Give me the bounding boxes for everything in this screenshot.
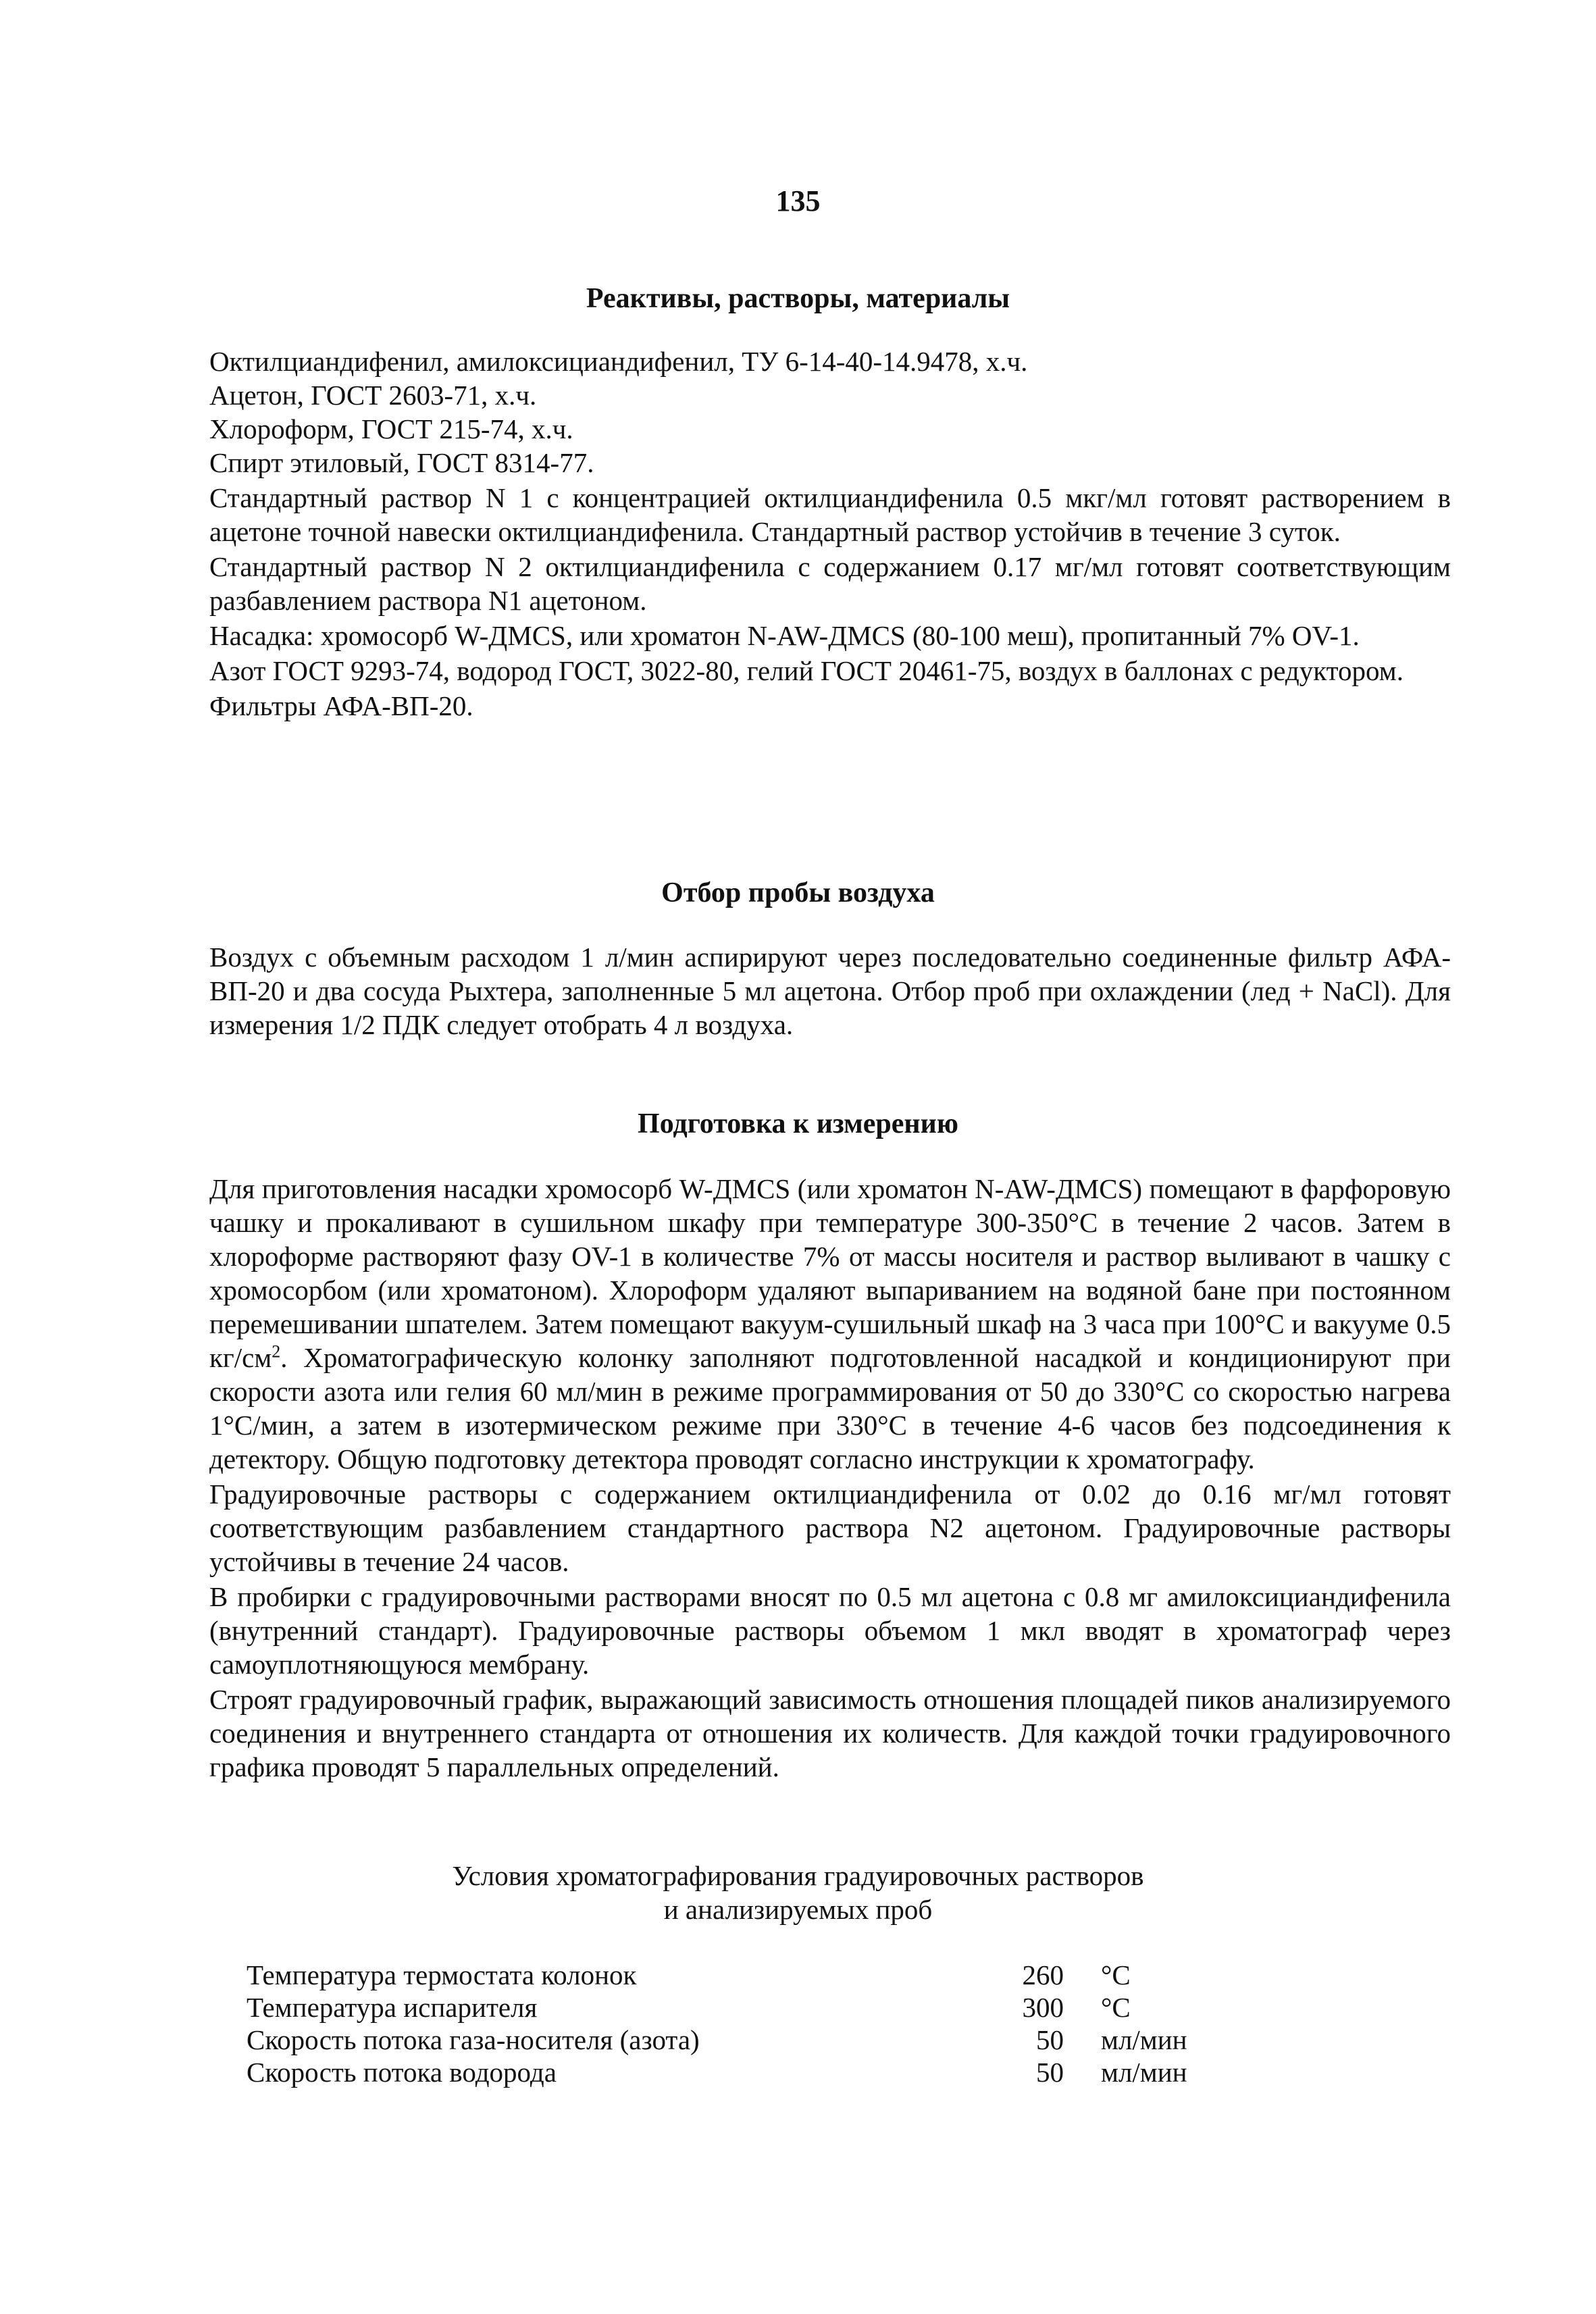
preparation-paragraph: Строят градуировочный график, выражающий зависимость отношения площадей пиков анализируемого соединения и внутреннего стандарта от отношения их количеств. Для каждой точки градуировочного графика проводят 5 параллельных определений. — [209, 1684, 1451, 1782]
parameter-unit: мл/мин — [1101, 2024, 1187, 2055]
parameter-name: Скорость потока газа-носителя (азота) — [247, 2024, 700, 2055]
parameter-name: Скорость потока водорода — [247, 2057, 557, 2088]
preparation-paragraph — [209, 1172, 1451, 1476]
parameter-unit: °C — [1101, 1992, 1131, 2023]
parameter-value: 300 — [1022, 1992, 1064, 2023]
superscript: 2 — [272, 1341, 281, 1362]
preparation-section — [209, 1172, 1451, 1784]
preparation-paragraph: Градуировочные растворы с содержанием октилциандифенила от 0.02 до 0.16 мг/мл готовят соответствующим разбавлением стандартного раствора N2 ацетоном. Градуировочные растворы устойчивы в течение 24 часов. — [209, 1479, 1451, 1577]
reagents-heading: Реактивы, растворы, материалы — [586, 283, 1010, 314]
sampling-paragraph: Воздух с объемным расходом 1 л/мин аспирируют через последовательно соединенные фильтр АФА-ВП-20 и два сосуда Рыхтера, заполненные 5 мл ацетона. Отбор проб при охлаждении (лед + NaCl). Для измерения 1/2 ПДК следует отобрать 4 л воздуха. — [209, 942, 1451, 1040]
reagent-paragraph: Стандартный раствор N 2 октилциандифенила с содержанием 0.17 мг/мл готовят соответствующим разбавлением раствора N1 ацетоном. — [209, 551, 1451, 616]
reagent-line: Спирт этиловый, ГОСТ 8314-77. — [209, 447, 594, 478]
parameter-value: 50 — [1036, 2057, 1064, 2088]
reagent-paragraph: Насадка: хромосорб W-ДMCS, или хроматон N-AW-ДMCS (80-100 меш), пропитанный 7% OV-1. — [209, 620, 1360, 651]
preparation-text: . Хроматографическую колонку заполняют подготовленной насадкой и кондиционируют при скорости азота или гелия 60 мл/мин в режиме программирования от 50 до 330°С со скоростью нагрева 1°С/мин, а затем в изотермическом режиме при 330°С в течение 4-6 часов без подсоединения к детектору. Общую подготовку детектора проводят согласно инструкции к хроматографу. — [209, 1342, 1451, 1474]
table-row — [247, 2056, 1187, 2088]
preparation-paragraph: В пробирки с градуировочными растворами вносят по 0.5 мл ацетона с 0.8 мг амилоксициандифенила (внутренний стандарт). Градуировочные растворы объемом 1 мкл вводят в хроматограф через самоуплотняющуюся мембрану. — [209, 1581, 1451, 1680]
reagent-line: Ацетон, ГОСТ 2603-71, х.ч. — [209, 380, 537, 411]
table-row — [247, 2024, 1187, 2056]
conditions-caption — [0, 1859, 1596, 1926]
sampling-heading: Отбор пробы воздуха — [661, 877, 935, 908]
parameter-unit: мл/мин — [1101, 2057, 1187, 2088]
parameter-value: 260 — [1022, 1959, 1064, 1990]
table-row — [247, 1959, 1187, 1991]
reagent-paragraph: Азот ГОСТ 9293-74, водород ГОСТ, 3022-80, гелий ГОСТ 20461-75, воздух в баллонах с редуктором. — [209, 655, 1404, 686]
page-number: 135 — [775, 184, 821, 217]
reagent-paragraph: Фильтры АФА-ВП-20. — [209, 690, 473, 721]
sampling-section — [209, 940, 1451, 1042]
parameter-name: Температура испарителя — [247, 1992, 538, 2023]
parameter-unit: °C — [1101, 1959, 1131, 1990]
table-row — [247, 1991, 1187, 2024]
reagent-line: Хлороформ, ГОСТ 215-74, х.ч. — [209, 413, 573, 444]
reagent-line: Октилциандифенил, амилоксициандифенил, ТУ 6-14-40-14.9478, х.ч. — [209, 346, 1028, 377]
preparation-text: Для приготовления насадки хромосорб W-ДMCS (или хроматон N-AW-ДMCS) помещают в фарфоровую чашку и прокаливают в сушильном шкафу при температуре 300-350°С в течение 2 часов. Затем в хлороформе растворяют фазу OV-1 в количестве 7% от массы носителя и раствор выливают в чашку с хромосорбом (или хроматоном). Хлороформ удаляют выпариванием на водяной бане при постоянном перемешивании шпателем. Затем помещают вакуум-сушильный шкаф на 3 часа при 100°С и вакууме 0.5 кг/см — [209, 1173, 1451, 1373]
conditions-caption-line: и анализируемых проб — [663, 1894, 933, 1925]
parameter-value: 50 — [1036, 2024, 1064, 2055]
reagents-section — [209, 344, 1451, 723]
reagent-paragraph: Стандартный раствор N 1 с концентрацией октилциандифенила 0.5 мкг/мл готовят растворением в ацетоне точной навески октилциандифенила. Стандартный раствор устойчив в течение 3 суток. — [209, 482, 1451, 547]
parameter-name: Температура термостата колонок — [247, 1959, 637, 1990]
conditions-table — [247, 1959, 1187, 2088]
preparation-heading: Подготовка к измерению — [638, 1108, 958, 1139]
conditions-caption-line: Условия хроматографирования градуировочных растворов — [452, 1860, 1144, 1891]
